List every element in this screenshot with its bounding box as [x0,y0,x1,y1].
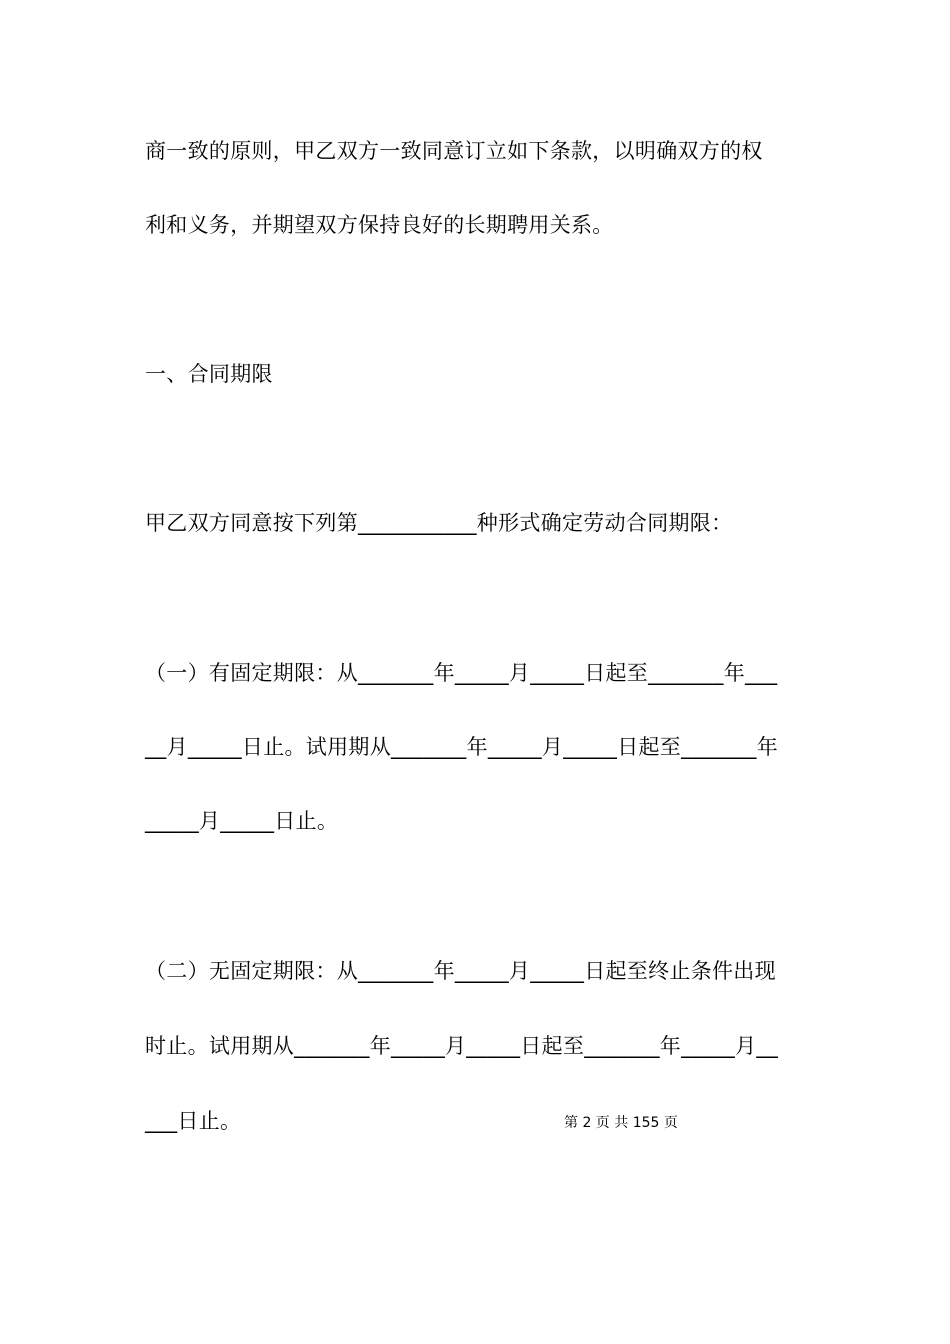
section-heading-contract-term: 一、合同期限 [145,362,273,386]
clause-open-term-line-1: （二）无固定期限：从_______年_____月_____日起至终止条件出现 [145,959,776,983]
clause-open-term-line-3: ___日止。 [145,1109,242,1133]
paragraph-intro-line-2: 利和义务，并期望双方保持良好的长期聘用关系。 [145,213,614,237]
page-number-footer: 第 2 页 共 155 页 [564,1115,678,1131]
clause-fixed-term-line-2: __月_____日止。试用期从_______年_____月_____日起至_______年 [145,735,778,759]
clause-open-term-line-2: 时止。试用期从_______年_____月_____日起至_______年_____月__ [145,1034,778,1058]
paragraph-term-form: 甲乙双方同意按下列第___________种形式确定劳动合同期限： [145,511,733,535]
clause-fixed-term-line-1: （一）有固定期限：从_______年_____月_____日起至_______年___ [145,661,778,685]
paragraph-intro-line-1: 商一致的原则，甲乙双方一致同意订立如下条款，以明确双方的权 [145,139,763,163]
clause-fixed-term-line-3: _____月_____日止。 [145,809,339,833]
